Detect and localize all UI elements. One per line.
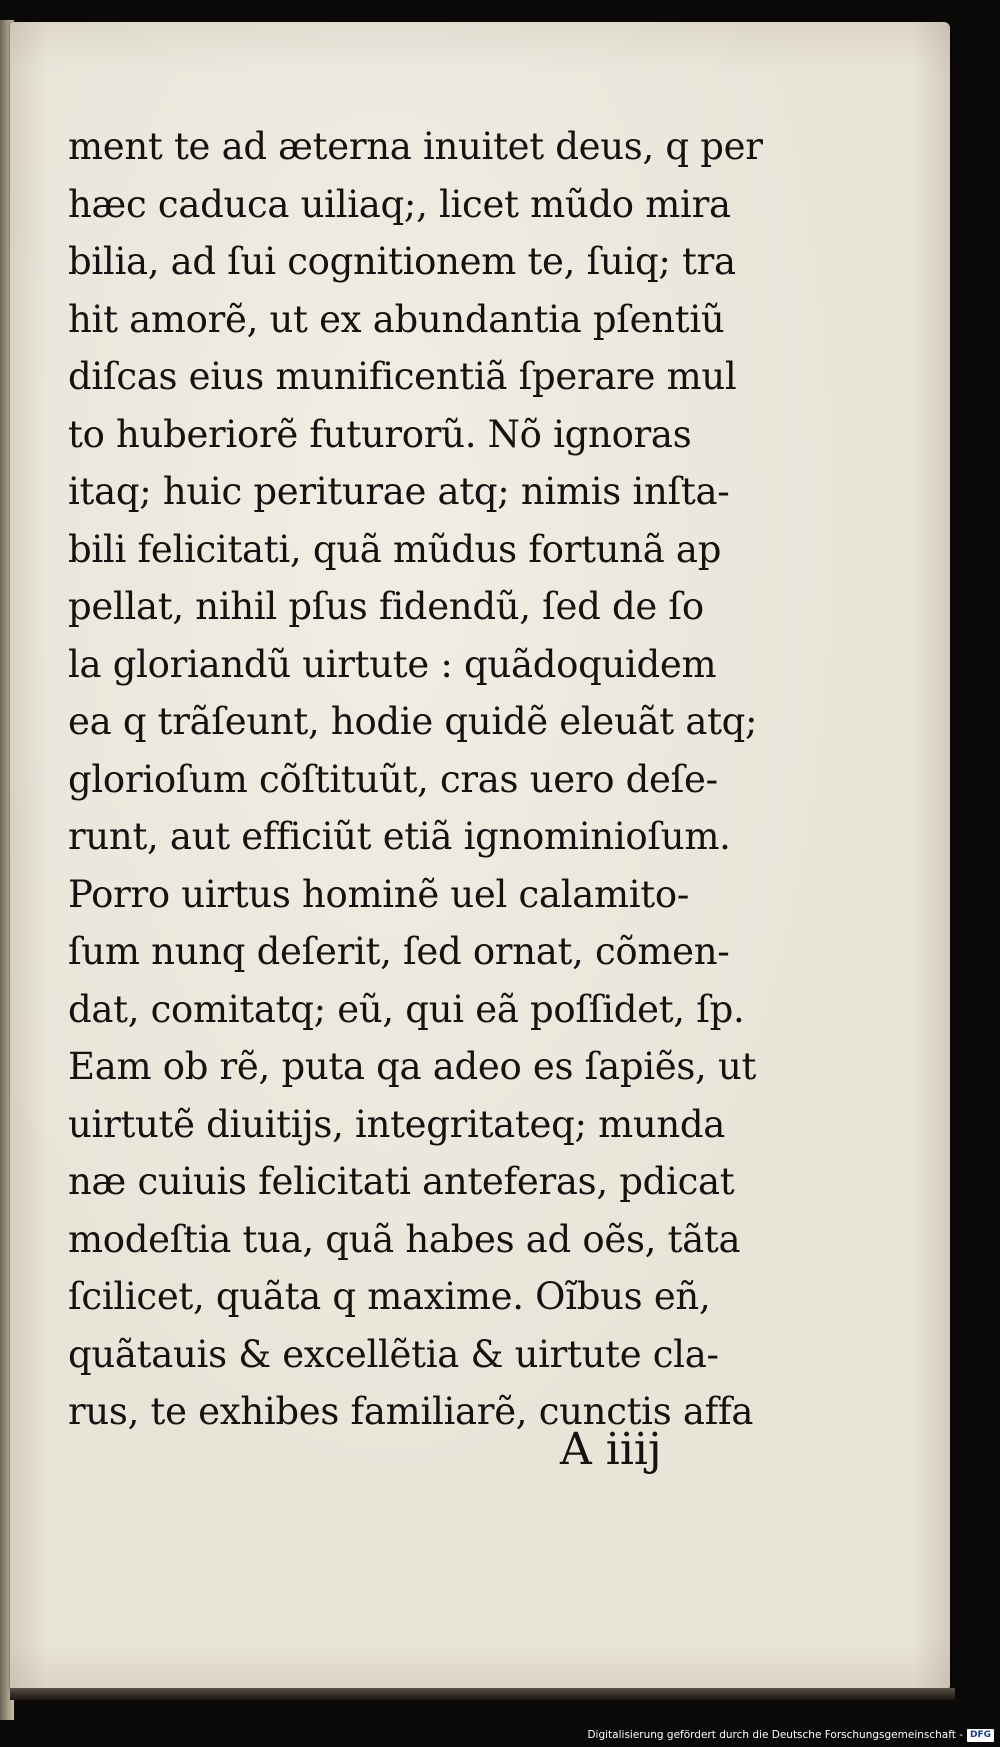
- text-line: Porro uirtus hominẽ uel calamito-: [68, 872, 690, 916]
- footer-text: Digitalisierung gefördert durch die Deutsche Forschungsgemeinschaft -: [587, 1729, 963, 1741]
- text-line: modeſtia tua, quã habes ad oẽs, tãta: [68, 1217, 741, 1261]
- text-line: uirtutẽ diuitijs, integritateq; munda: [68, 1102, 726, 1146]
- text-line: bilia, ad ſui cognitionem te, ſuiq; tra: [68, 240, 736, 283]
- text-line: diſcas eius munificentiã ſperare mul: [68, 355, 737, 398]
- text-line: glorioſum cõſtituũt, cras uero deſe-: [68, 757, 718, 801]
- text-line: ſum nunq deſerit, ſed ornat, cõmen-: [68, 930, 730, 973]
- digitization-footer: [587, 1727, 994, 1743]
- text-line: hit amorẽ, ut ex abundantia pſentiũ: [68, 297, 725, 341]
- text-line: ment te ad æterna inuitet deus, q per: [68, 125, 763, 168]
- dfg-logo: DFG: [967, 1729, 994, 1742]
- text-line: Eam ob rẽ, puta qa adeo es ſapiẽs, ut: [68, 1045, 757, 1088]
- text-line: ea q trãſeunt, hodie quidẽ eleuãt atq;: [68, 700, 758, 743]
- page-text: [68, 118, 828, 1441]
- text-line: la gloriandũ uirtute : quãdoquidem: [68, 642, 717, 686]
- text-line: rus, te exhibes familiarẽ, cunctis affa: [68, 1390, 754, 1433]
- text-line: quãtauis & excellẽtia & uirtute cla-: [68, 1332, 719, 1376]
- text-line: bili felicitati, quã mũdus fortunã ap: [68, 527, 722, 571]
- text-line: dat, comitatq; eũ, qui eã poſſidet, ſp.: [68, 987, 745, 1031]
- text-line: pellat, nihil pſus fidendũ, ſed de ſo: [68, 585, 704, 628]
- text-line: hæc caduca uiliaq;, licet mũdo mira: [68, 182, 731, 226]
- signature-mark: A iiij: [560, 1424, 662, 1475]
- text-line: næ cuiuis felicitati anteferas, pdicat: [68, 1160, 735, 1203]
- page-bottom-edge: [10, 1688, 955, 1700]
- text-line: runt, aut efficiũt etiã ignominioſum.: [68, 815, 731, 858]
- text-line: itaq; huic periturae atq; nimis inſta-: [68, 470, 730, 513]
- text-line: ſcilicet, quãta q maxime. Oĩbus eñ,: [68, 1275, 711, 1318]
- text-line: to huberiorẽ futurorũ. Nõ ignoras: [68, 412, 692, 456]
